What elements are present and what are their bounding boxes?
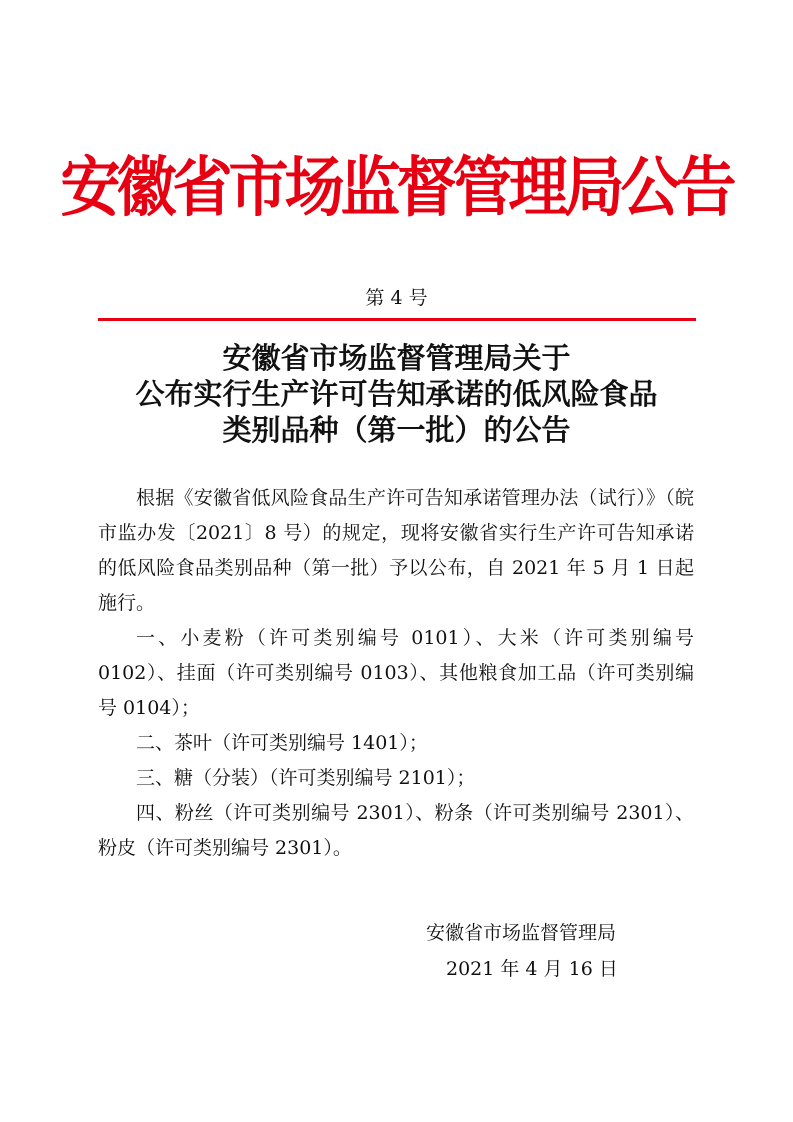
title-line: 公布实行生产许可告知承诺的低风险食品 xyxy=(135,377,658,411)
body-paragraph: 三、糖（分装）（许可类别编号 2101）； xyxy=(136,767,476,789)
signature-block xyxy=(426,915,686,987)
issuer-name: 安徽省市场监督管理局 xyxy=(426,922,617,944)
body-paragraph: 根据《安徽省低风险食品生产许可告知承诺管理办法（试行）》（皖市监办发〔2021〕8 号）的规定，现将安徽省实行生产许可告知承诺的低风险食品类别品种（第一批）予以公布，自 2021 年 5 月 1 日起施行。 xyxy=(98,487,694,614)
red-divider xyxy=(98,318,696,321)
title-line: 类别品种（第一批）的公告 xyxy=(222,413,571,447)
title-line: 安徽省市场监督管理局关于 xyxy=(222,341,571,375)
issue-date: 2021 年 4 月 16 日 xyxy=(446,958,618,980)
document-number: 第 4 号 xyxy=(365,287,428,309)
body-paragraph: 二、茶叶（许可类别编号 1401）； xyxy=(136,732,428,754)
body-paragraph: 一、小麦粉（许可类别编号 0101）、大米（许可类别编号 0102）、挂面（许可类别编号 0103）、其他粮食加工品（许可类别编号 0104）； xyxy=(98,627,694,719)
announcement-body xyxy=(98,481,694,866)
masthead-title: 安徽省市场监督管理局公告 xyxy=(60,150,733,226)
body-paragraph: 四、粉丝（许可类别编号 2301）、粉条（许可类别编号 2301）、粉皮（许可类别编号 2301）。 xyxy=(98,802,694,859)
announcement-title xyxy=(0,340,793,448)
